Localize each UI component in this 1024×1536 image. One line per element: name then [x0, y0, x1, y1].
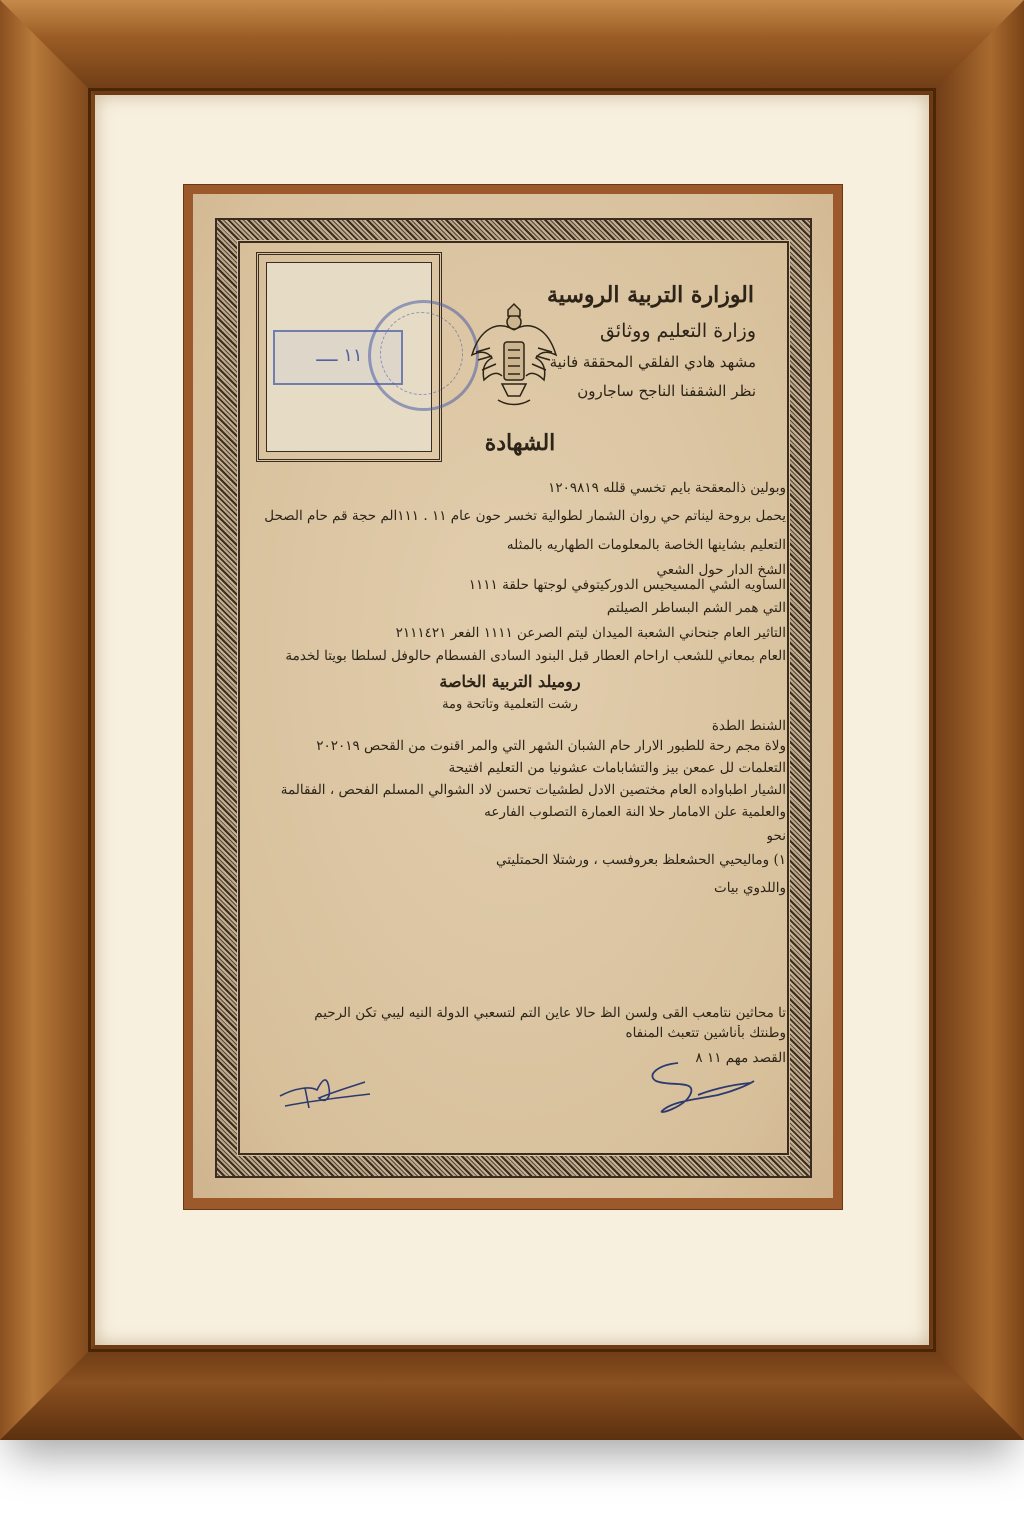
closing-line-1: تا محاثين نتامعب القى ولسن الظ حالا عاين التم لتسعبي الدولة النيه ليبي تكن الرحيم [314, 1005, 786, 1021]
body-line-8: العام بمعاني للشعب اراحام العطار قبل البنود السادى الفسطام حالوفل لسلطا بويتا لخدمة [285, 648, 786, 664]
frame-top-rail [0, 0, 1024, 95]
round-seal-inner-ring [380, 312, 463, 395]
stamp-text: ١١ ــــ [316, 345, 363, 366]
header-line-2: وزارة التعليم ووثائق [599, 320, 756, 342]
body-line-1: وبولين ذالمعقحة بايم تخسي قلله ١٢٠٩٨١٩ [548, 480, 786, 496]
body-line-3: التعليم بشاينها الخاصة بالمعلومات الطهاريه بالمثله [506, 537, 786, 553]
section-line-7: ١) وماليحيي الحشعلظ بعروفسب ، ورشتلا الحمتليتي [496, 852, 786, 868]
closing-line-2: وطنتك بأناشين تتعبث المنفاه [625, 1025, 786, 1041]
eagle-emblem-icon [468, 300, 560, 415]
section-line-8: واللدوي بيات [714, 880, 786, 896]
header-ministry-line: الوزارة التربية الروسية [547, 282, 754, 308]
section-line-2: ولاة مجم رحة للطبور الارار حام الشبان الشهر التي والمر اقنوت من القحص ٢٠٢٠١٩ [316, 738, 786, 754]
center-heading-2: رشت التعلمية وتاتحة ومة [442, 697, 578, 712]
body-line-4: الشخ الدار حول الشعي [656, 562, 786, 578]
date-line: القصد مهم ١١ ٨ [695, 1050, 786, 1066]
header-line-4: نظر الشقفنا الناجح ساجارون [577, 382, 756, 400]
center-heading-1: روميلد التربية الخاصة [439, 672, 581, 691]
signature-left [275, 1068, 375, 1113]
frame-left-rail [0, 0, 95, 1440]
section-line-5: والعلمية علن الامامار حلا النة العمارة التصلوب الفارعه [484, 804, 786, 820]
section-line-3: التعلمات لل عمعن بيز والتشابامات عشونيا من التعليم افتيحة [448, 760, 786, 776]
frame-right-rail [929, 0, 1024, 1440]
header-line-3: مشهد هادي الفلقي المحققة فانية [549, 353, 756, 371]
certificate-title: الشهادة [484, 430, 556, 456]
frame-bottom-rail [0, 1345, 1024, 1440]
body-line-5: الساويه الشي المسيحيس الدوركيتوفي لوجتها حلقة ١١١١ [468, 577, 786, 593]
section-line-1: الشنط الطدة [711, 718, 786, 734]
signature-right [638, 1055, 758, 1120]
section-line-6: نحو [766, 828, 786, 844]
body-line-7: التاثير العام جنحاني الشعبة الميدان ليتم الصرعن ١١١١ الفعر ٢١١١٤٢١ [395, 625, 786, 641]
section-line-4: الشيار اطباواده العام مختصين الادل لطشيات تحسن لاد الشوالي المسلم الفحص ، الفقالمة [280, 782, 786, 798]
body-line-2: يحمل بروحة ليناتم حي روان الشمار لطوالية تخسر حون عام ١١ . ١١١الم حجة قم حام الصحل [264, 508, 786, 524]
body-line-6: التي همر الشم البساطر الصيلتم [606, 600, 786, 616]
